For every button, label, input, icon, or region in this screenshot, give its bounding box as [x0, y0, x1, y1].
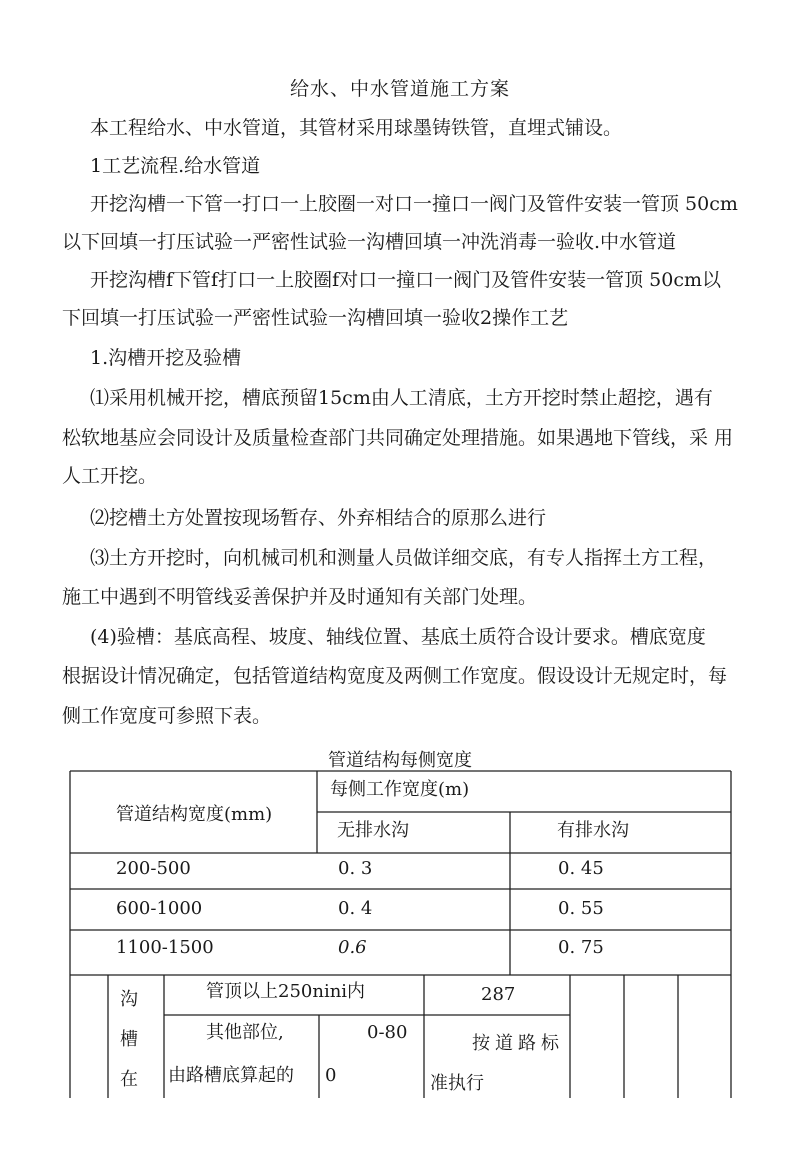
paragraph-item-3-line-2: 施工中遇到不明管线妥善保护并及时通知有关部门处理。: [62, 586, 538, 608]
paragraph-water-flow-1: 开挖沟槽一下管一打口一上胶圈一对口一撞口一阀门及管件安装一管顶 50cm: [90, 193, 738, 215]
row-2-no-drain: 0. 4: [338, 898, 373, 919]
lower-top-value: 287: [481, 984, 516, 1005]
vertical-char-2: 槽: [120, 1029, 138, 1050]
section-process-heading: 1工艺流程.给水管道: [90, 155, 261, 177]
lower-top-label: 管顶以上250nini内: [206, 981, 366, 1002]
table-caption: 管道结构每侧宽度: [328, 750, 472, 771]
paragraph-water-flow-2: 以下回填一打压试验一严密性试验一沟槽回填一冲洗消毒一验收.中水管道: [62, 231, 677, 253]
paragraph-item-1-line-2: 松软地基应会同设计及质量检查部门共同确定处理措施。如果遇地下管线，采 用: [62, 427, 734, 449]
section-trench-heading: 1.沟槽开挖及验槽: [90, 347, 242, 369]
row-1-drain: 0. 45: [558, 858, 604, 879]
row-1-no-drain: 0. 3: [338, 858, 373, 879]
row-3-no-drain: 0.6: [338, 937, 367, 958]
row-3-drain: 0. 75: [558, 937, 604, 958]
paragraph-item-4-line-3: 侧工作宽度可参照下表。: [62, 705, 272, 727]
paragraph-reclaimed-flow-2: 下回填一打压试验一严密性试验一沟槽回填一验收2操作工艺: [62, 307, 569, 329]
paragraph-item-2: ⑵挖槽土方处置按现场暂存、外弃相结合的原那么进行: [90, 507, 547, 529]
row-2-drain: 0. 55: [558, 898, 604, 919]
row-3-width: 1100-1500: [116, 937, 214, 958]
row-1-width: 200-500: [116, 858, 191, 879]
document-title: 给水、中水管道施工方案: [289, 78, 510, 100]
lower-other-label-1: 其他部位,: [206, 1022, 284, 1043]
header-side-width: 每侧工作宽度(m): [330, 779, 470, 800]
paragraph-item-4-line-2: 根据设计情况确定，包括管道结构宽度及两侧工作宽度。假设设计无规定时，每: [62, 665, 728, 687]
paragraph-item-4-line-1: (4)验槽：基底高程、坡度、轴线位置、基底土质符合设计要求。槽底宽度: [90, 626, 706, 648]
paragraph-item-1-line-3: 人工开挖。: [62, 465, 158, 487]
paragraph-item-3-line-1: ⑶土方开挖时，向机械司机和测量人员做详细交底，有专人指挥土方工程，: [90, 547, 718, 569]
header-pipe-width: 管道结构宽度(mm): [116, 804, 273, 825]
header-no-drain: 无排水沟: [337, 820, 409, 841]
paragraph-reclaimed-flow-1: 开挖沟槽f下管f打口一上胶圈f对口一撞口一阀门及管件安装一管顶 50cm以: [90, 269, 721, 291]
vertical-char-3: 在: [120, 1069, 138, 1090]
lower-other-value-2: 0: [325, 1065, 337, 1086]
paragraph-item-1-line-1: ⑴采用机械开挖，槽底预留15cm由人工清底，土方开挖时禁止超挖，遇有: [90, 387, 713, 409]
vertical-char-1: 沟: [120, 989, 138, 1010]
lower-other-value-1: 0-80: [367, 1022, 408, 1043]
paragraph-intro: 本工程给水、中水管道，其管材采用球墨铸铁管，直埋式铺设。: [90, 117, 623, 139]
lower-road-1: 按道路标: [472, 1033, 564, 1054]
lower-other-label-2: 由路槽底算起的: [168, 1065, 294, 1086]
header-drain: 有排水沟: [557, 820, 629, 841]
lower-road-2: 准执行: [430, 1073, 484, 1094]
row-2-width: 600-1000: [116, 898, 203, 919]
